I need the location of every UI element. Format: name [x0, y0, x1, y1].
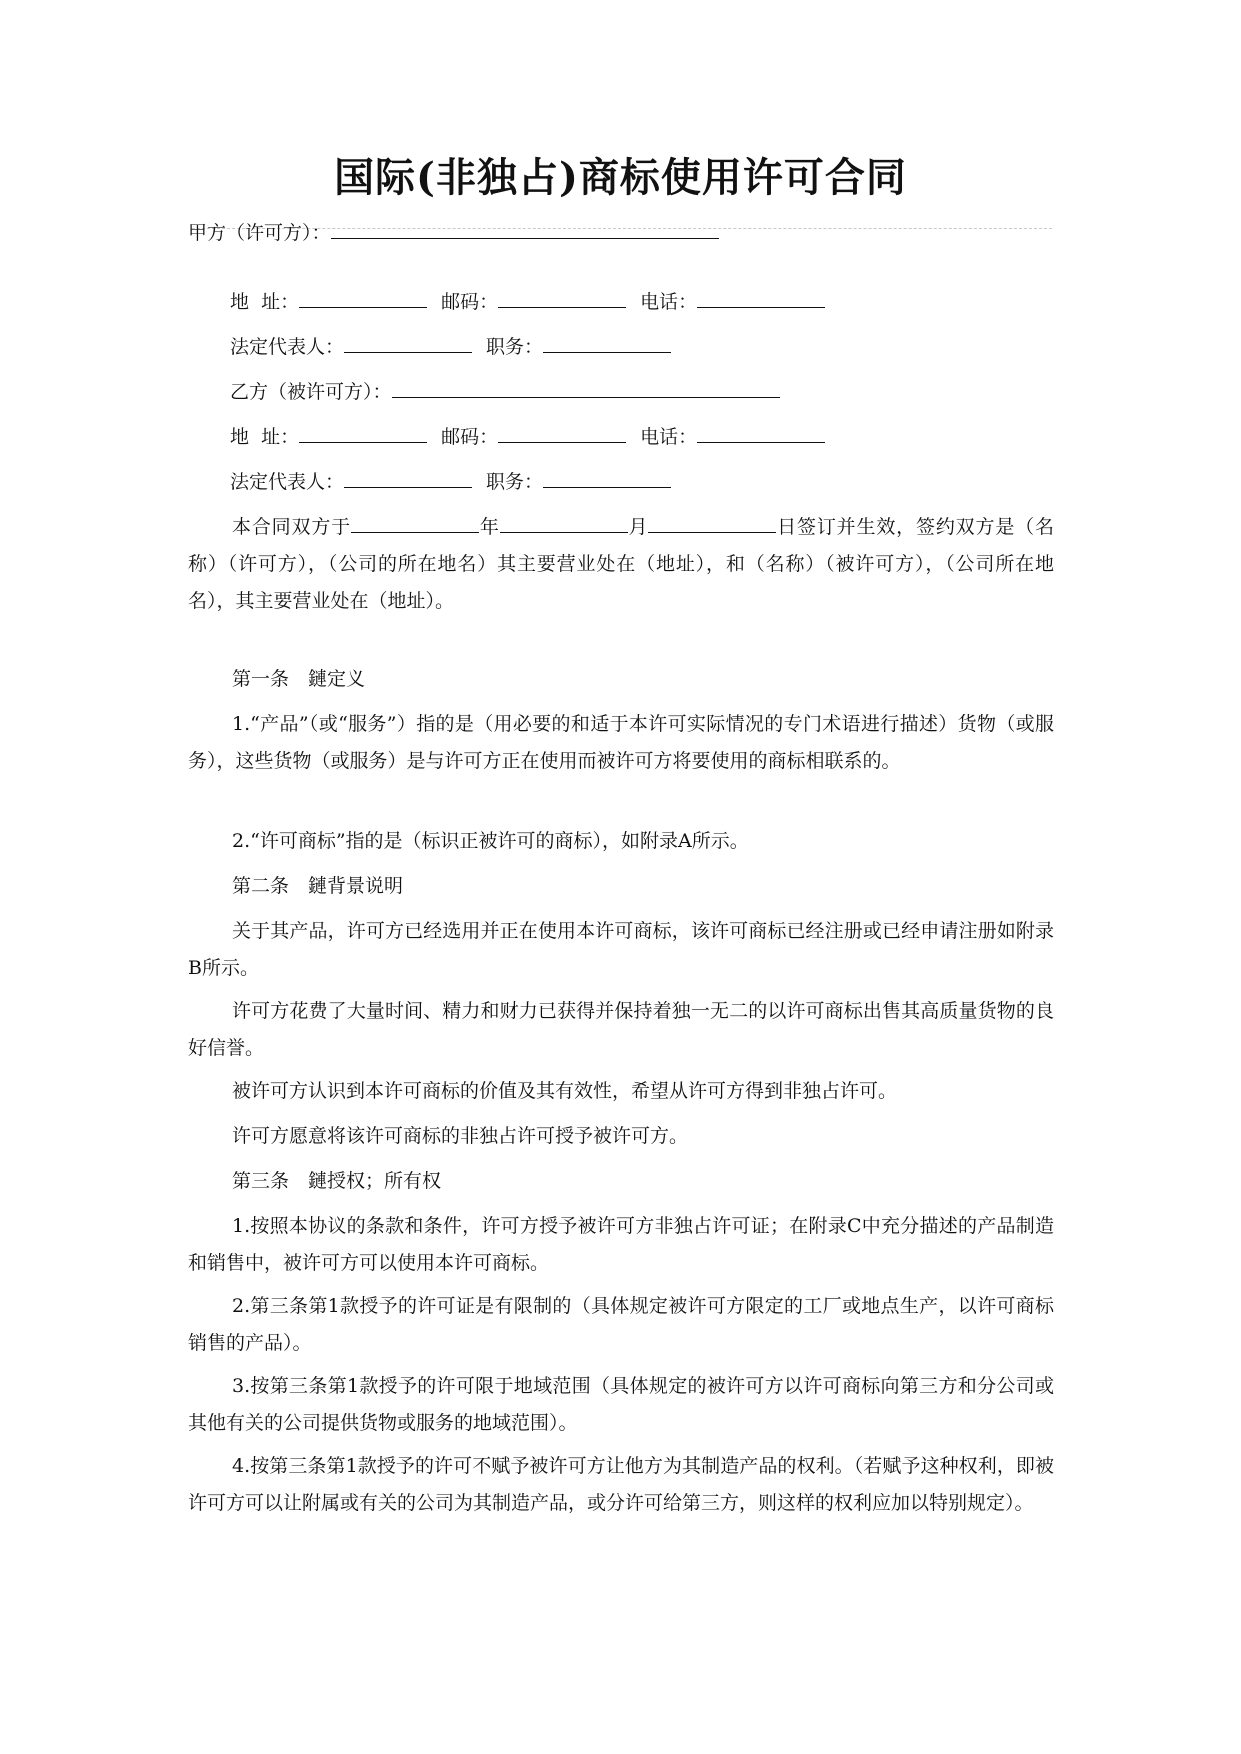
party-b-address-label: 地 址： — [230, 426, 300, 448]
party-a-postcode-blank[interactable] — [498, 289, 626, 308]
party-a-name-blank[interactable] — [331, 220, 719, 239]
party-b-phone-label: 电话： — [640, 426, 698, 448]
clause-1-1: 1.“产品”（或“服务”）指的是（用必要的和适于本许可实际情况的专门术语进行描述）货物（或服务），这些货物（或服务）是与许可方正在使用而被许可方将要使用的商标相联系的。 — [188, 713, 1054, 772]
party-b-phone-blank[interactable] — [697, 424, 825, 443]
clause-3-4: 4.按第三条第1款授予的许可不赋予被许可方让他方为其制造产品的权利。（若赋予这种权利，即被许可方可以让附属或有关的公司为其制造产品，或分许可给第三方，则这样的权利应加以特别规定）。 — [188, 1455, 1054, 1514]
party-a-rep-blank[interactable] — [344, 334, 472, 353]
intro-day-blank[interactable] — [648, 514, 776, 533]
party-a-address-label: 地 址： — [230, 291, 300, 313]
intro-month-blank[interactable] — [500, 514, 628, 533]
party-a-label: 甲方（许可方）： — [188, 222, 331, 244]
clause-1-2: 2.“许可商标”指的是（标识正被许可的商标），如附录A所示。 — [232, 830, 749, 852]
party-a-position-blank[interactable] — [543, 334, 671, 353]
intro-year-blank[interactable] — [351, 514, 479, 533]
section-3-heading: 第三条 鏈授权；所有权 — [232, 1170, 442, 1192]
party-a-phone-label: 电话： — [640, 291, 698, 313]
party-b-rep-blank[interactable] — [344, 469, 472, 488]
party-b-rep-line — [230, 469, 671, 495]
party-b-label: 乙方（被许可方）： — [230, 381, 392, 403]
party-a-postcode-label: 邮码： — [441, 291, 499, 313]
party-b-postcode-label: 邮码： — [441, 426, 499, 448]
party-b-name-blank[interactable] — [392, 379, 780, 398]
intro-year-label: 年 — [479, 516, 500, 538]
clause-3-1: 1.按照本协议的条款和条件，许可方授予被许可方非独占许可证；在附录C中充分描述的产品制造和销售中，被许可方可以使用本许可商标。 — [188, 1215, 1054, 1274]
party-b-address-blank[interactable] — [299, 424, 427, 443]
party-a-position-label: 职务： — [486, 336, 544, 358]
clause-2-para-3: 被许可方认识到本许可商标的价值及其有效性，希望从许可方得到非独占许可。 — [232, 1080, 898, 1102]
section-2-heading: 第二条 鏈背景说明 — [232, 875, 404, 897]
party-b-line — [230, 379, 780, 405]
clause-3-3: 3.按第三条第1款授予的许可限于地域范围（具体规定的被许可方以许可商标向第三方和分公司或其他有关的公司提供货物或服务的地域范围）。 — [188, 1375, 1054, 1434]
party-b-position-blank[interactable] — [543, 469, 671, 488]
party-b-position-label: 职务： — [486, 471, 544, 493]
party-b-postcode-blank[interactable] — [498, 424, 626, 443]
party-a-line — [188, 220, 719, 246]
party-b-rep-label: 法定代表人： — [230, 471, 345, 493]
party-a-rep-line — [230, 334, 671, 360]
party-a-rep-label: 法定代表人： — [230, 336, 345, 358]
intro-month-label: 月 — [627, 516, 649, 538]
intro-suffix: 日签订并生效，签约双方是（名称）（许可方），（公司的所在地名）其主要营业处在（地址），和（名称）（被许可方），（公司所在地名），其主要营业处在（地址）。 — [188, 516, 1054, 612]
intro-paragraph — [188, 509, 1054, 620]
party-a-address-blank[interactable] — [299, 289, 427, 308]
section-1-heading: 第一条 鏈定义 — [232, 668, 366, 690]
clause-2-para-2: 许可方花费了大量时间、精力和财力已获得并保持着独一无二的以许可商标出售其高质量货物的良好信誉。 — [188, 1000, 1054, 1059]
party-a-phone-blank[interactable] — [697, 289, 825, 308]
clause-2-para-1: 关于其产品，许可方已经选用并正在使用本许可商标，该许可商标已经注册或已经申请注册如附录B所示。 — [188, 920, 1054, 979]
party-b-contact-line — [230, 424, 825, 450]
intro-prefix: 本合同双方于 — [232, 516, 351, 538]
party-a-contact-line — [230, 289, 825, 315]
clause-3-2: 2.第三条第1款授予的许可证是有限制的（具体规定被许可方限定的工厂或地点生产，以许可商标销售的产品）。 — [188, 1295, 1054, 1354]
clause-2-para-4: 许可方愿意将该许可商标的非独占许可授予被许可方。 — [232, 1125, 689, 1147]
document-title: 国际(非独占)商标使用许可合同 — [334, 154, 907, 201]
